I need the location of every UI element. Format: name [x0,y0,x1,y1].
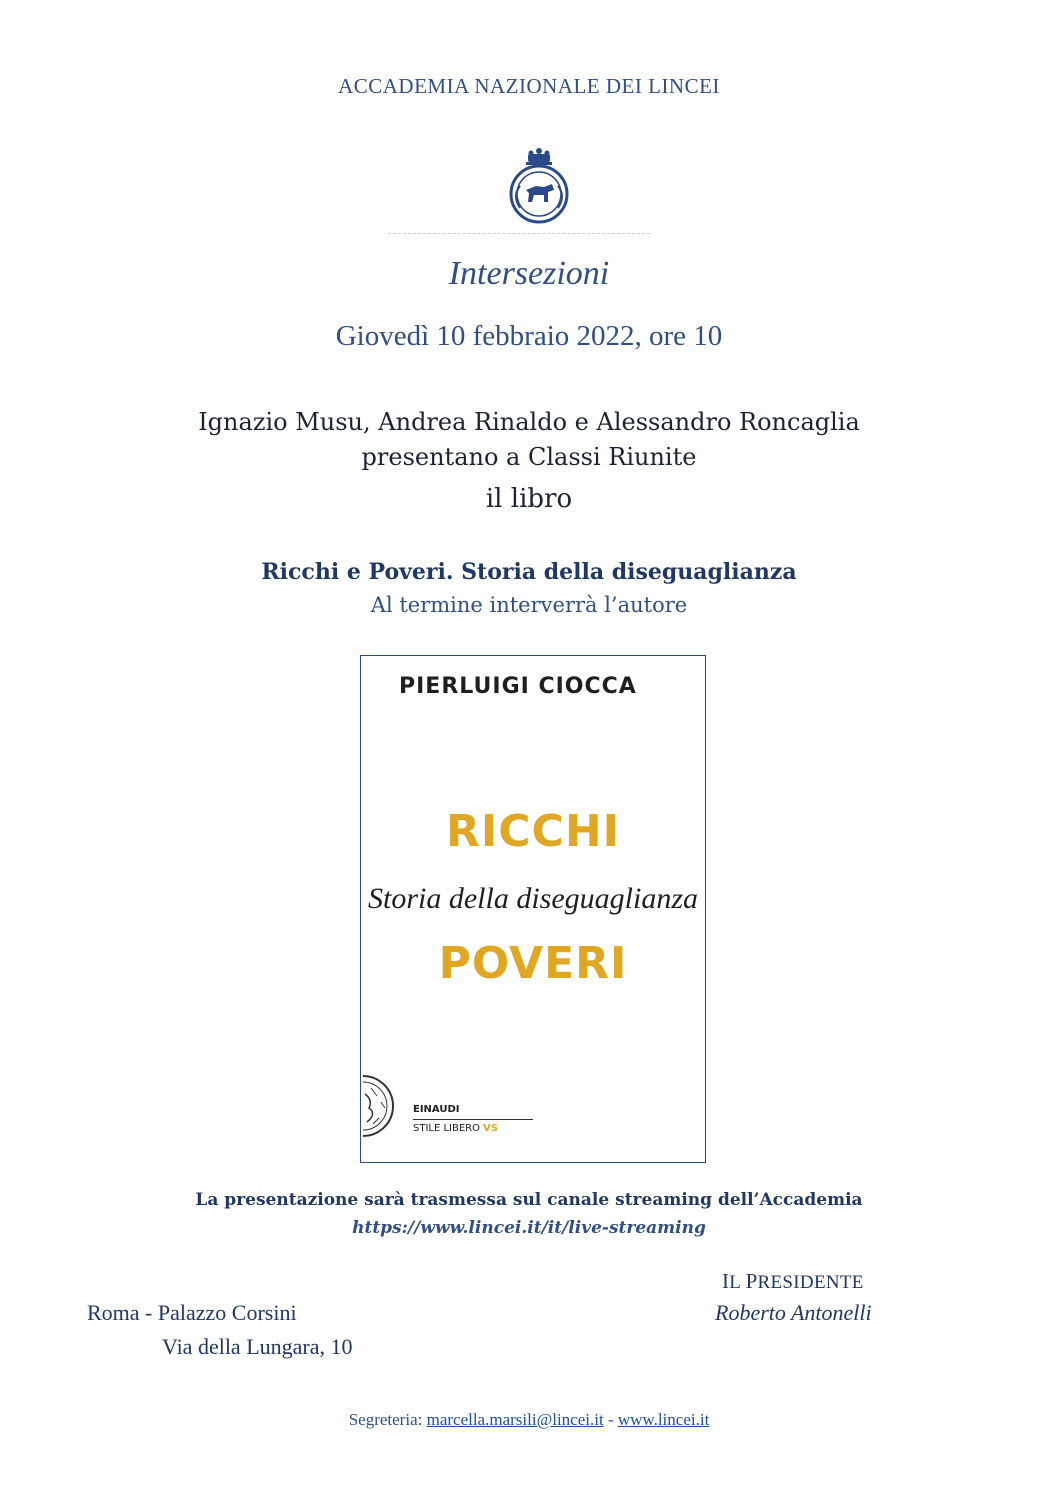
signature-name: Roberto Antonelli [715,1300,872,1325]
book-title: Ricchi e Poveri. Storia della diseguaglianza [261,559,797,585]
institution-name: ACCADEMIA NAZIONALE DEI LINCEI [338,74,720,98]
author-note: Al termine interverrà l’autore [370,593,688,617]
cover-title-bottom: POVERI [438,938,628,989]
cover-collana-mark: VS [483,1123,498,1134]
footer-email-link[interactable]: marcella.marsili@lincei.it [426,1410,604,1429]
lincei-emblem-icon [498,146,580,228]
cover-collana-name: STILE LIBERO [413,1123,480,1134]
footer-website-link[interactable]: www.lincei.it [617,1410,710,1429]
cover-author: PIERLUIGI CIOCCA [399,674,637,699]
event-date-time: Giovedì 10 febbraio 2022, ore 10 [335,320,723,352]
cover-publisher: EINAUDI [413,1104,460,1115]
cover-divider [413,1119,533,1120]
presenters-names: Ignazio Musu, Andrea Rinaldo e Alessandro Roncaglia [198,408,860,436]
emblem-divider [388,233,650,234]
publisher-seal-icon [363,1074,409,1138]
presenters-audience: presentano a Classi Riunite [361,443,697,471]
book-cover [360,655,706,1163]
signature-title-initial-2: P [745,1269,758,1293]
cover-subtitle: Storia della diseguaglianza [368,882,698,915]
footer-separator: - [607,1410,614,1429]
item-label: il libro [485,484,573,514]
footer-label: Segreteria: [348,1410,423,1429]
presenters-block [0,405,1058,475]
signature-title-rest-2: RESIDENTE [757,1272,864,1293]
event-series-title: Intersezioni [448,255,610,292]
venue-place: Roma - Palazzo Corsini [87,1300,297,1325]
streaming-notice: La presentazione sarà trasmessa sul canale streaming dell’Accademia [195,1190,863,1210]
signature-title-initial-1: I [722,1269,730,1293]
venue-address: Via della Lungara, 10 [162,1334,353,1359]
streaming-url-link[interactable]: https://www.lincei.it/it/live-streaming [352,1218,706,1238]
cover-collana [413,1123,498,1134]
signature-title-rest-1: L [729,1272,746,1293]
signature-title [722,1269,864,1294]
cover-title-top: RICCHI [445,806,621,857]
footer [0,1410,1058,1430]
